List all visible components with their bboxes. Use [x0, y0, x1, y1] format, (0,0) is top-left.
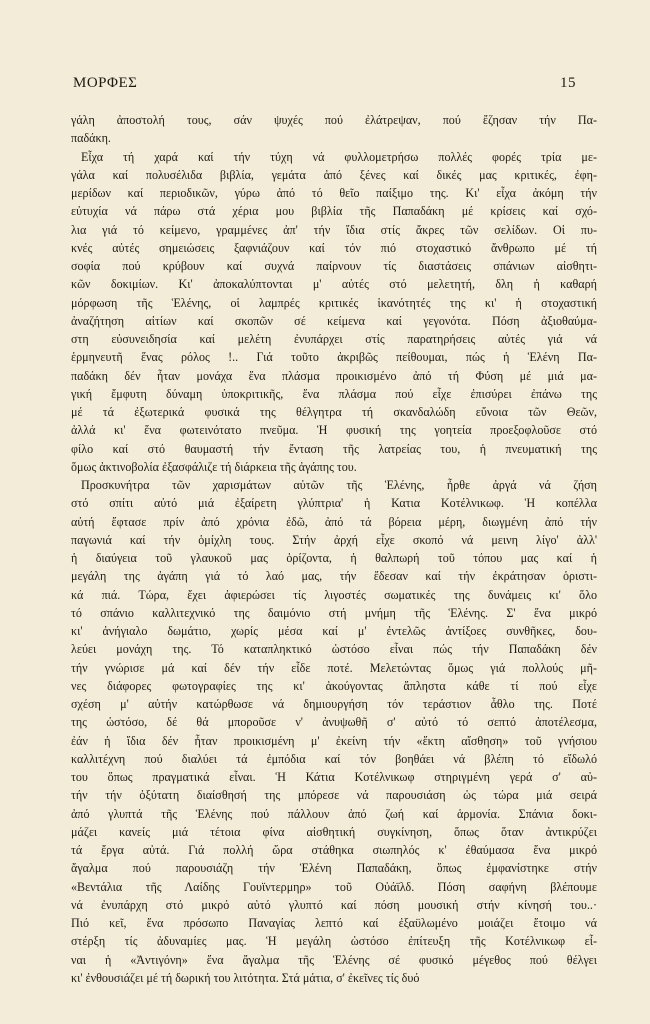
page-header	[73, 75, 576, 92]
text-line: κι' ἀνήγιαλο δωμάτιο, χωρίς μέσα καί μ' ἐντελῶς ἀντίξοες συνθῆκες, δου-	[71, 624, 597, 638]
text-line: στέρξη τίς ἀδυναμίες μας. Ἡ μεγάλη ὡστόσο ἐπίτευξη τῆς Κοτέλνικωφ εἶ-	[71, 934, 597, 949]
text-line: τό σπάνιο καλλιτεχνικό της δαιμόνιο στή μνήμη τῆς Ἑλένης. Σ' ἕνα μικρό	[71, 605, 597, 620]
text-line: νά ἐνυπάρχη στό μικρό αὐτό γλυπτό καί πόση μουσική στήν κίνησή του..·	[71, 897, 597, 912]
text-line: ἐάν ἡ ἴδια δέν ἦταν προικισμένη μ' ἐκείνη τήν «ἕκτη αἴσθηση» τοῦ γνήσιου	[71, 733, 597, 748]
paragraph	[71, 111, 597, 148]
text-line: ἑρμηνευτῆ ἕνας ρόλος !.. Γιά τοῦτο ἀκριβῶς πείθουμαι, πώς ἡ Ἑλένη Πα-	[71, 350, 597, 365]
text-line: κῶν δοκιμίων. Κι' ἀποκαλύπτονται μ' αὐτές στό μελετητή, δλη ἡ καθαρή	[71, 277, 597, 292]
text-line: φίλο καί στό θαυμαστή τήν ἔνταση τῆς λατρείας του, ἡ πνευματική της	[71, 441, 597, 456]
text-line: γική ἔμφυτη δύναμη ὑποκριτικῆς, ἕνα πλάσμα πού εἶχε ἐπισύρει ἐπάνω της	[71, 386, 597, 401]
text-line: μεγάλη της ἀγάπη γιά τό λαό μας, τήν ἔδεσαν καί τήν ἐκράτησαν ὁριστι-	[71, 569, 597, 584]
text-line: νες διάφορες φωτογραφίες της κι' ἀκούγοντας ἄπληστα κάθε τί πού εἶχε	[71, 678, 597, 693]
text-line: ναι ἡ «Ἀντιγόνη» ἕνα ἄγαλμα τῆς Ἑλένης σέ φυσικό μέγεθος πού θέλγει	[71, 952, 597, 967]
text-line: παδάκη δέν ἦταν μονάχα ἕνα πλάσμα προικισμένο ἀπό τή Φύση μέ μιά μα-	[71, 368, 597, 383]
body-text	[71, 111, 597, 987]
paragraph	[71, 148, 597, 477]
text-line: μάζει κανείς μιά τέτοια φίνα αἰσθητική συγκίνηση, ὅπως ὅταν ἀντικρύζει	[71, 824, 597, 839]
text-line: της ὡστόσο, δέ θά μποροῦσε ν' ἀνυψωθῆ σ' αὐτό τό σεπτό ἀποτέλεσμα,	[71, 715, 597, 730]
text-line: σχέση μ' αὐτήν κατώρθωσε νά δημιουργήση τόν τεράστιον ἆθλο της. Ποτέ	[71, 697, 597, 711]
text-line: παγωνιά καί τήν ὁμίχλη τους. Στήν ἀρχή εἶχε σκοπό νά μεινη λίγο' ἀλλ'	[71, 532, 597, 547]
text-line: λια γιά τό κείμενο, γραμμένες ἀπ' τήν ἴδια στίς ἄκρες τῶν σελίδων. Οἱ πυ-	[71, 222, 597, 237]
text-line: τά ἔργα αὐτά. Γιά πολλή ὥρα στάθηκα σιωπηλός κ' ἐθαύμασα ἕνα μικρό	[71, 843, 597, 857]
text-line: γάλη ἀποστολή τους, σάν ψυχές πού ἐλάτρεψαν, πού ἔζησαν τήν Πα-	[71, 113, 597, 127]
text-line: μέ τά ἐξωτερικά φυσικά της θέλγητρα τή σκανδαλώδη εὔνοια τῶν Θεῶν,	[71, 405, 597, 419]
text-line: κι' ἐνθουσιάζει μέ τή δωρική του λιτότητα. Στά μάτια, σ' ἐκεῖνες τίς δυό	[71, 970, 420, 985]
text-line: Εἶχα τή χαρά καί τήν τύχη νά φυλλομετρήσω πολλές φορές τρία με-	[81, 149, 597, 164]
text-line: καλλιτέχνη πού διαλύει τά ἐμπόδια καί τόν βοηθάει νά βλέπη τό εἴδωλό	[71, 751, 597, 766]
text-line: αὐτή ἔφτασε πρίν ἀπό χρόνια ἐδῶ, ἀπό τά βόρεια μέρη, διωγμένη ἀπό τήν	[71, 514, 597, 529]
text-line: τήν γνώρισε μά καί δέν τήν εἶδε ποτέ. Μελετώντας ὅμως γιά πολλούς μῆ-	[71, 660, 597, 675]
text-line: Προσκυνήτρα τῶν χαρισμάτων αὐτῶν τῆς Ἑλένης, ἦρθε ἀργά νά ζήση	[81, 478, 597, 492]
text-line: ἀπό γλυπτά τῆς Ἑλένης πού πάλλουν ἀπό ζωή καί ἁρμονία. Σπάνια δοκι-	[71, 806, 597, 821]
text-line: παδάκη.	[71, 131, 111, 146]
text-line: γάλα καί πολυσέλιδα βιβλία, γεμάτα ἀπό ξένες καί δικές μας κριτικές, ἐφη-	[71, 167, 597, 182]
text-line: Πιό κεῖ, ἕνα πρόσωπο Παναγίας λεπτό καί ἐξαϋλωμένο μοιάζει ἕτοιμο νά	[71, 916, 597, 930]
text-line: ἡ διαύγεια τοῦ γλαυκοῦ μας ὁρίζοντα, ἡ θαλπωρή τοῦ τόπου μας καί ἡ	[71, 551, 597, 565]
paragraph	[71, 476, 597, 987]
text-line: λεύει μονάχη της. Τό καταπληκτικό ὡστόσο εἶναι πώς τήν Παπαδάκη δέν	[71, 642, 597, 657]
text-line: μερίδων καί περιοδικῶν, γύρω ἀπό τό θεῖο παίξιμο της. Κι' εἶχα ἀκόμη τήν	[71, 186, 597, 200]
text-line: τήν τήν ὀξύτατη διαίσθησή της μπόρεσε νά παρουσιάση ὡς τώρα μιά σειρά	[71, 788, 597, 803]
text-line: «Βεντάλια τῆς Λαίδης Γουϊντερμηρ» τοῦ Οὐάϊλδ. Πόση σαφήνη βλέπουμε	[71, 879, 597, 894]
text-line: ἀναζήτηση αἰτίων καί σκοπῶν σέ κείμενα καί γεγονότα. Πόση ἀξιοθαύμα-	[71, 313, 597, 328]
text-line: ἀλλά κι' ἕνα φωτεινότατο πνεῦμα. Ἡ φυσική της γοητεία προεξοφλοῦσε στό	[71, 423, 597, 438]
text-line: εὐτυχία νά πάρω στά χέρια μου βιβλία τῆς Παπαδάκη μέ κρίσεις καί σχό-	[71, 204, 597, 219]
page-number: 15	[560, 75, 576, 91]
text-line: στό σπίτι αὐτό μιά ἐξαίρετη γλύπτρια' ἡ Κατια Κοτέλνικωφ. Ἡ κοπέλλα	[71, 496, 597, 511]
text-line: ἄγαλμα πού παρουσιάζη τήν Ἑλένη Παπαδάκη, ὅπως ἐμφανίστηκε στήν	[71, 861, 597, 876]
text-line: κά πιά. Τώρα, ἔχει ἀφιερώσει τίς λιγοστές σωματικές της δυνάμεις κι' ὅλο	[71, 587, 597, 602]
text-line: κνές αὐτές σημειώσεις ξαφνιάζουν καί τόν πιό στοχαστικό ἄνθρωπο μέ τή	[71, 240, 597, 255]
text-line: ὅμως ἀκτινοβολία ἐξασφάλιζε τή διάρκεια τῆς ἀγάπης του.	[71, 459, 357, 474]
text-line: σοφία πού κρύβουν καί συχνά παίρνουν τίς διαστάσεις σπάνιων αἰσθητι-	[71, 259, 597, 273]
text-line: στη εὐσυνειδησία καί μελέτη ἐνυπάρχει στίς παρατηρήσεις αὐτές γιά νά	[71, 332, 597, 346]
text-line: μόρφωση τῆς Ἑλένης, οἱ λαμπρές κριτικές ἱκανότητές της κι' ἡ στοχαστική	[71, 295, 597, 310]
text-line: του ὅπως πραγματικά εἶναι. Ἡ Κάτια Κοτέλνικωφ στηριγμένη γερά σ' αὐ-	[71, 770, 597, 784]
running-title: ΜΟΡΦΕΣ	[73, 75, 138, 91]
